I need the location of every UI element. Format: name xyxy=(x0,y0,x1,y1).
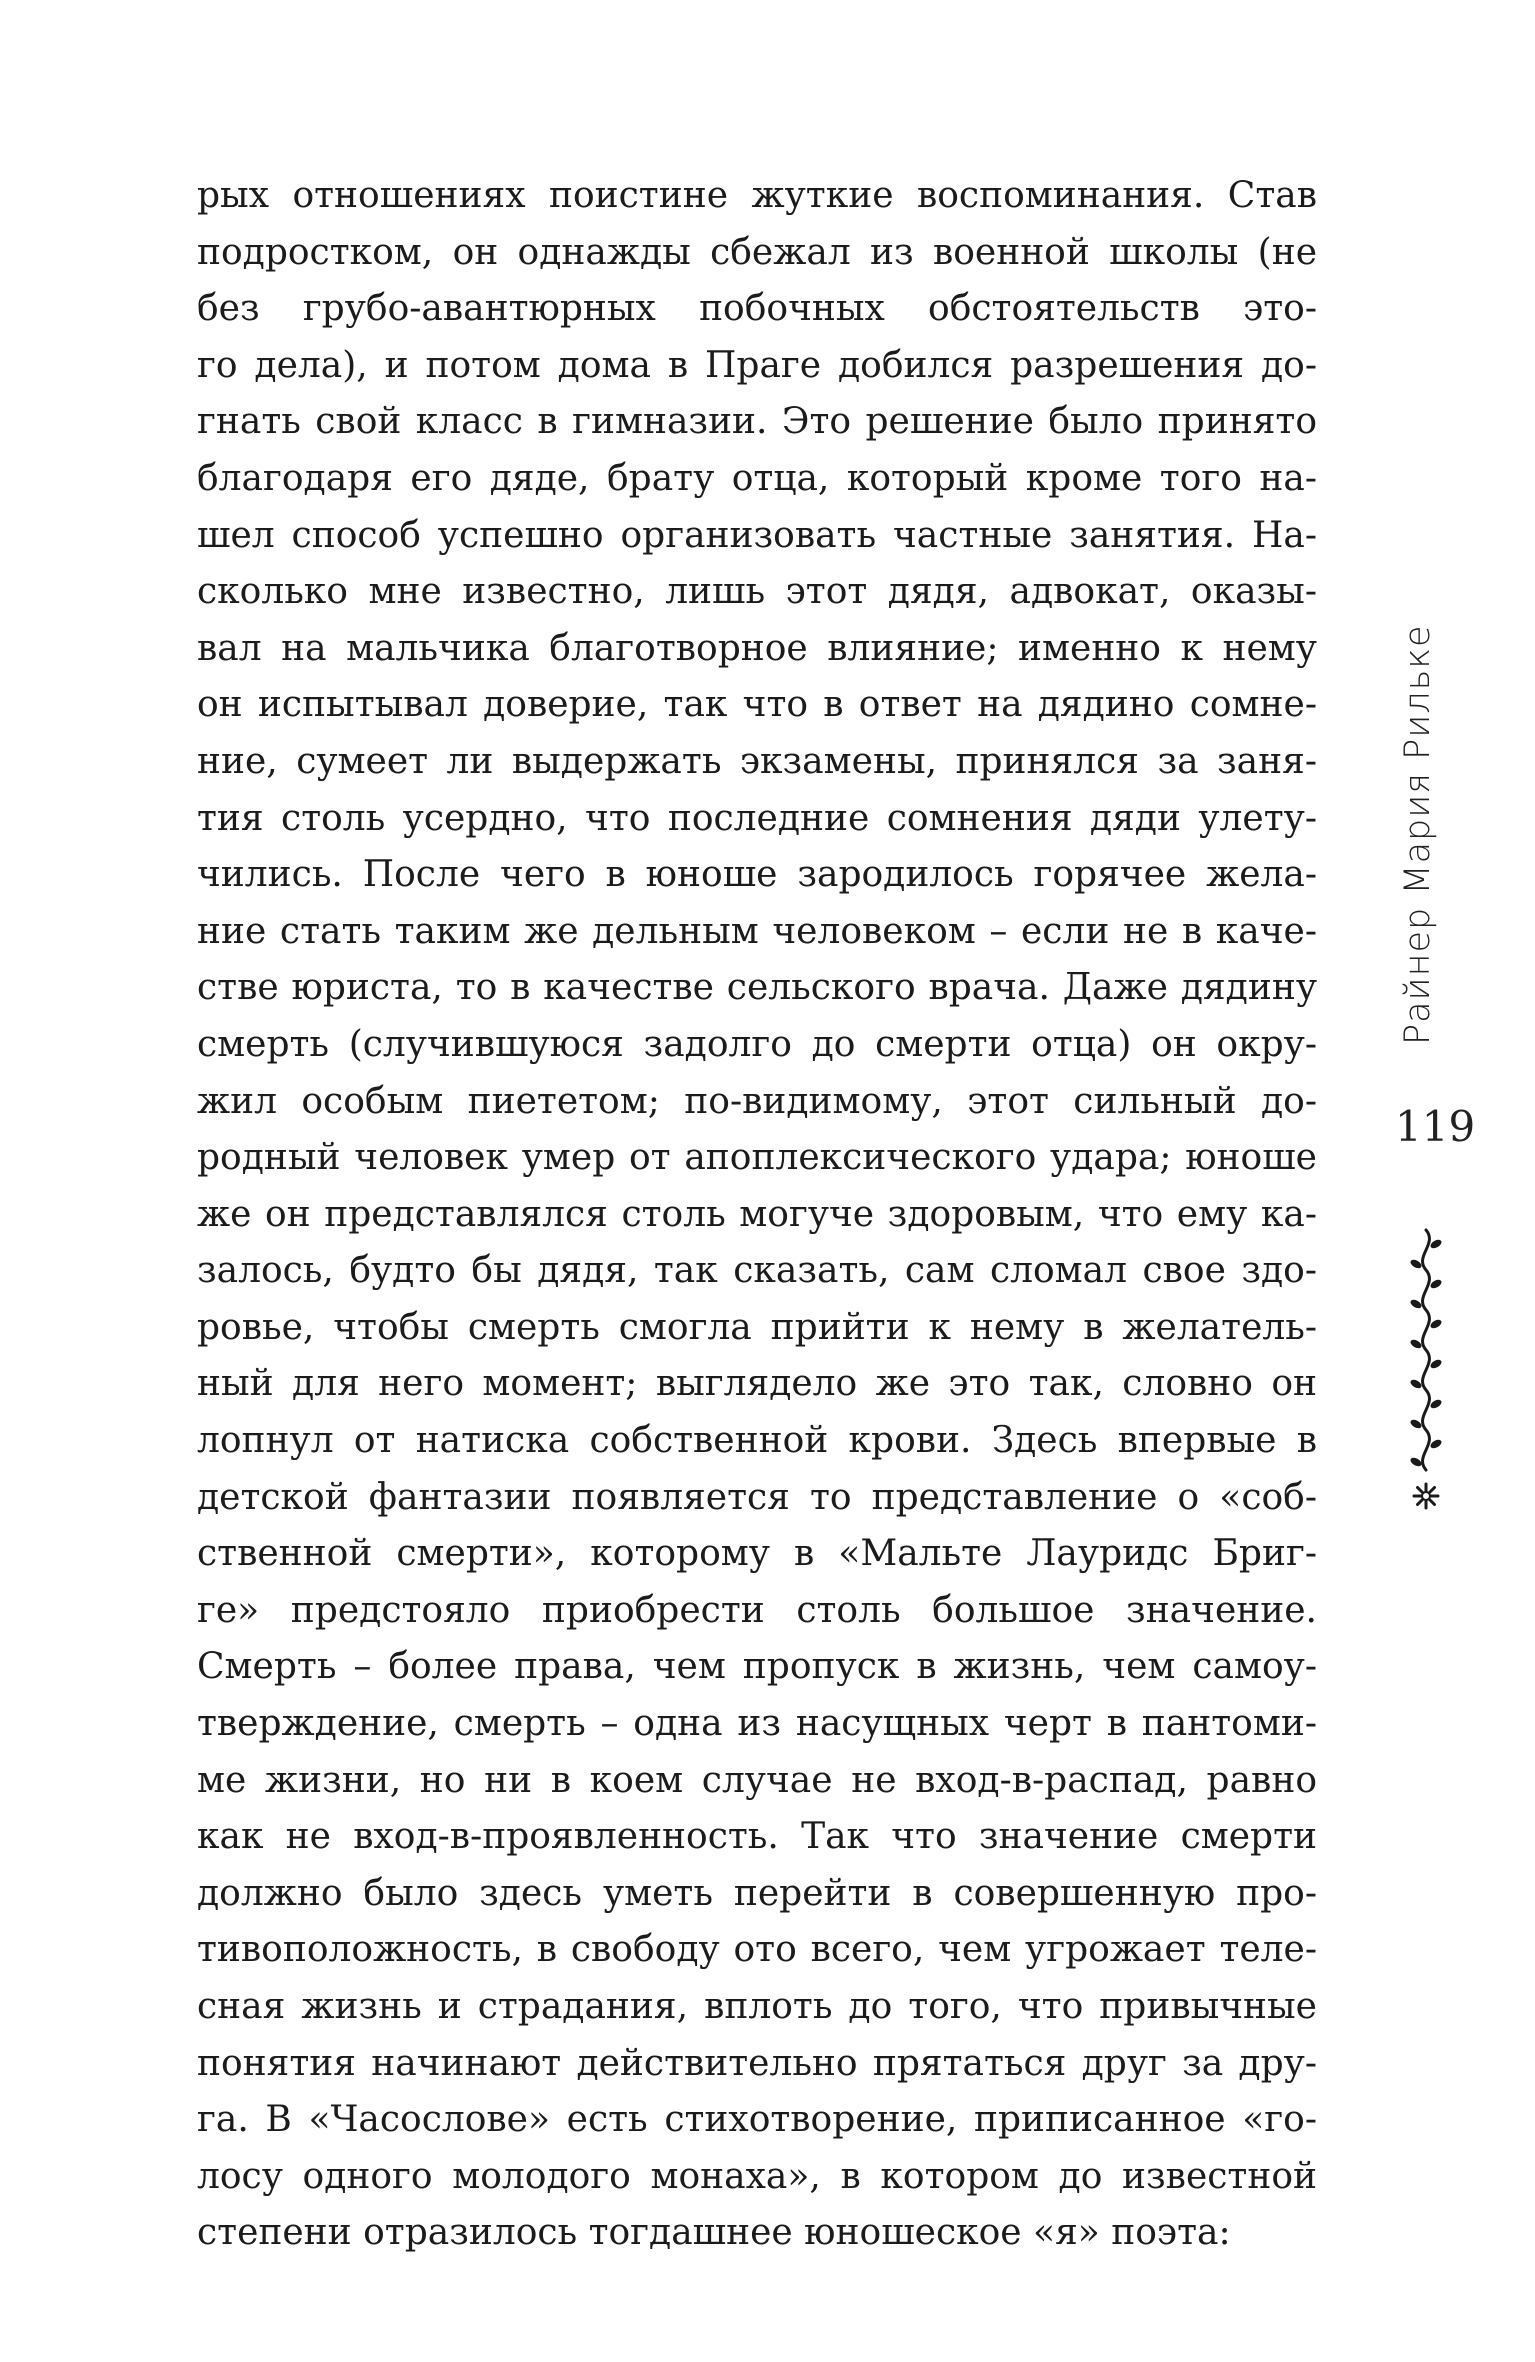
vine-ornament-icon xyxy=(1402,1226,1450,1518)
text-line: смерть (случившуюся задолго до смерти отца) он окру- xyxy=(197,1023,1317,1065)
text-line: ние стать таким же дельным человеком – если не в каче- xyxy=(197,910,1317,952)
text-line: гнать свой класс в гимназии. Это решение было принято xyxy=(197,401,1317,443)
text-line: лосу одного молодого монаха», в котором до известной xyxy=(197,2155,1317,2197)
text-line: же он представлялся столь могуче здоровым, что ему ка- xyxy=(197,1193,1317,1235)
text-line: ние, сумеет ли выдержать экзамены, принялся за заня- xyxy=(197,740,1317,782)
text-line: должно было здесь уметь перейти в совершенную про- xyxy=(197,1872,1317,1914)
text-line: понятия начинают действительно прятаться друг за дру- xyxy=(197,2042,1317,2084)
text-line: ный для него момент; выглядело же это так, словно он xyxy=(197,1363,1317,1405)
text-line: рых отношениях поистине жуткие воспоминания. Став xyxy=(197,175,1317,216)
text-line: жил особым пиететом; по-видимому, этот сильный до- xyxy=(197,1080,1317,1122)
text-line: стве юриста, то в качестве сельского врача. Даже дядину xyxy=(197,967,1317,1009)
text-line: ственной смерти», которому в «Мальте Лауридс Бриг- xyxy=(197,1533,1317,1575)
text-line: го дела), и потом дома в Праге добился разрешения до- xyxy=(197,344,1317,386)
body-text xyxy=(197,168,1317,2262)
text-line: чились. После чего в юноше зародилось горячее жела- xyxy=(197,854,1317,896)
text-line-last: степени отразилось тогдашнее юношеское «я» поэта: xyxy=(197,2212,1231,2254)
page-number: 119 xyxy=(1395,1102,1476,1151)
text-line: ге» предстояло приобрести столь большое значение. xyxy=(197,1589,1317,1631)
text-line: подростком, он однажды сбежал из военной школы (не xyxy=(197,231,1317,273)
text-line: тивоположность, в свободу ото всего, чем угрожает теле- xyxy=(197,1929,1317,1971)
text-line: тия столь усердно, что последние сомнения дяди улету- xyxy=(197,797,1317,839)
text-line: без грубо-авантюрных побочных обстоятельств это- xyxy=(197,288,1317,330)
text-line: сколько мне известно, лишь этот дядя, адвокат, оказы- xyxy=(197,571,1317,613)
text-line: тверждение, смерть – одна из насущных черт в пантоми- xyxy=(197,1703,1317,1745)
text-line: благодаря его дяде, брату отца, который кроме того на- xyxy=(197,457,1317,499)
text-line: шел способ успешно организовать частные занятия. На- xyxy=(197,514,1317,556)
text-line: залось, будто бы дядя, так сказать, сам сломал свое здо- xyxy=(197,1250,1317,1292)
text-line: вал на мальчика благотворное влияние; именно к нему xyxy=(197,627,1317,669)
text-line: детской фантазии появляется то представление о «соб- xyxy=(197,1476,1317,1518)
text-line: га. В «Часослове» есть стихотворение, приписанное «го- xyxy=(197,2099,1317,2141)
text-line: ровье, чтобы смерть смогла прийти к нему в желатель- xyxy=(197,1306,1317,1348)
text-line: он испытывал доверие, так что в ответ на дядино сомне- xyxy=(197,684,1317,726)
text-line: родный человек умер от апоплексического удара; юноше xyxy=(197,1137,1317,1179)
text-line: как не вход-в-проявленность. Так что значение смерти xyxy=(197,1816,1317,1858)
text-line: лопнул от натиска собственной крови. Здесь впервые в xyxy=(197,1420,1317,1462)
text-line: Смерть – более права, чем пропуск в жизнь, чем самоу- xyxy=(197,1646,1317,1688)
text-line: ме жизни, но ни в коем случае не вход-в-распад, равно xyxy=(197,1759,1317,1801)
text-line: сная жизнь и страдания, вплоть до того, что привычные xyxy=(197,1986,1317,2027)
running-head-author: Райнер Мария Рильке xyxy=(1398,624,1438,1045)
